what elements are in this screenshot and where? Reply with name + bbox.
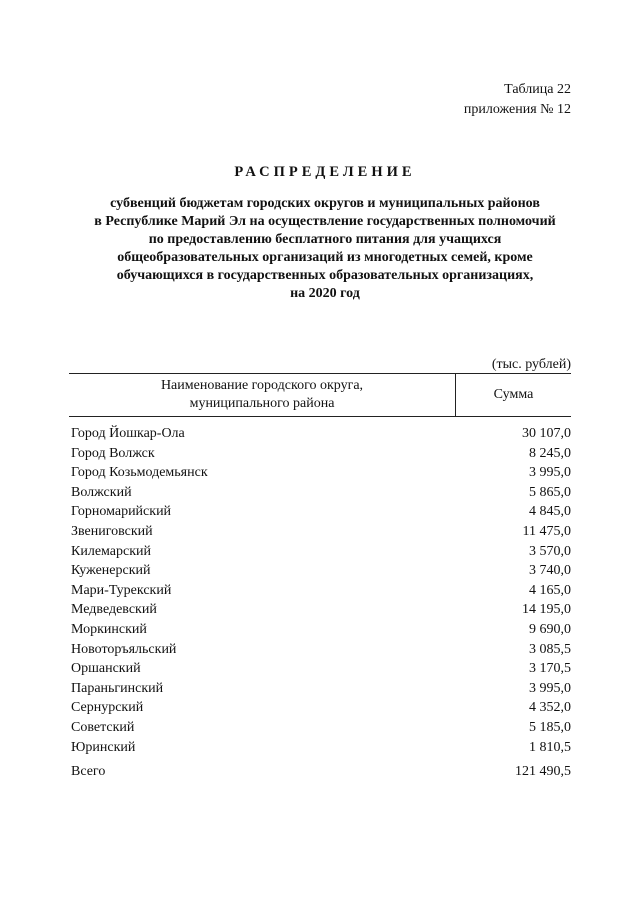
units-label: (тыс. рублей) xyxy=(491,357,571,372)
district-name: Город Козьмодемьянск xyxy=(71,465,208,481)
subtitle-line: общеобразовательных организаций из многодетных семей, кроме xyxy=(117,250,533,265)
subtitle-line: на 2020 год xyxy=(290,286,360,301)
subtitle-line: по предоставлению бесплатного питания для учащихся xyxy=(148,232,502,247)
district-name: Килемарский xyxy=(71,543,152,559)
table-row xyxy=(71,581,571,601)
subtitle-line: субвенций бюджетам городских округов и муниципальных районов xyxy=(110,196,540,211)
district-name: Юринский xyxy=(71,739,136,755)
district-sum: 9 690,0 xyxy=(529,621,571,637)
total-label: Всего xyxy=(71,764,106,779)
district-sum: 5 185,0 xyxy=(529,719,571,735)
district-name: Мари-Турекский xyxy=(71,582,172,598)
district-sum: 11 475,0 xyxy=(522,523,571,539)
district-sum: 3 995,0 xyxy=(529,465,571,481)
table-row xyxy=(71,561,571,581)
district-name: Медведевский xyxy=(71,602,157,618)
subtitle-line: обучающихся в государственных образовательных организациях, xyxy=(116,268,534,283)
header-name-line: муниципального района xyxy=(189,396,335,411)
table-reference xyxy=(464,80,571,120)
district-sum: 5 865,0 xyxy=(529,484,571,500)
header-name-line: Наименование городского округа, xyxy=(160,378,364,393)
header-sum-column: Сумма xyxy=(493,387,534,402)
district-name: Куженерский xyxy=(71,563,151,579)
table-row xyxy=(71,483,571,503)
district-sum: 3 995,0 xyxy=(529,680,571,696)
subtitle-line: в Республике Марий Эл на осуществление государственных полномочий xyxy=(94,214,556,229)
table-row xyxy=(71,620,571,640)
district-name: Горномарийский xyxy=(71,504,172,520)
district-sum: 4 845,0 xyxy=(529,504,571,520)
table-number: Таблица 22 xyxy=(504,82,571,97)
table-row xyxy=(71,698,571,718)
district-sum: 4 352,0 xyxy=(529,700,571,716)
district-sum: 3 085,5 xyxy=(529,641,571,657)
district-sum: 3 740,0 xyxy=(529,563,571,579)
appendix-number: приложения № 12 xyxy=(463,102,571,117)
table-body xyxy=(71,424,571,757)
table-row xyxy=(71,463,571,483)
document-title: РАСПРЕДЕЛЕНИЕ xyxy=(234,164,416,180)
table-row xyxy=(71,718,571,738)
district-sum: 3 570,0 xyxy=(529,543,571,559)
district-name: Город Йошкар-Ола xyxy=(71,426,185,441)
district-sum: 30 107,0 xyxy=(522,426,571,441)
district-name: Звениговский xyxy=(71,523,153,539)
district-sum: 14 195,0 xyxy=(522,602,571,618)
document-heading xyxy=(40,164,610,303)
district-sum: 4 165,0 xyxy=(529,582,571,598)
table-row xyxy=(71,640,571,660)
table-row xyxy=(71,679,571,699)
table-header xyxy=(69,373,571,417)
district-sum: 8 245,0 xyxy=(529,445,571,461)
district-name: Оршанский xyxy=(71,661,141,677)
total-sum: 121 490,5 xyxy=(515,764,571,779)
table-row xyxy=(71,522,571,542)
document-subtitle xyxy=(40,195,610,303)
table-row xyxy=(71,659,571,679)
district-name: Советский xyxy=(71,719,135,735)
district-name: Параньгинский xyxy=(71,680,164,696)
table-row xyxy=(71,444,571,464)
district-name: Город Волжск xyxy=(71,445,155,461)
district-name: Моркинский xyxy=(71,621,147,637)
header-name-column xyxy=(69,374,456,416)
table-row xyxy=(71,542,571,562)
table-row xyxy=(71,502,571,522)
district-name: Сернурский xyxy=(71,700,144,716)
district-name: Новоторъяльский xyxy=(71,641,177,657)
table-row xyxy=(71,424,571,444)
district-sum: 1 810,5 xyxy=(529,739,571,755)
total-row xyxy=(71,764,571,780)
district-name: Волжский xyxy=(71,484,132,500)
table-row xyxy=(71,738,571,758)
district-sum: 3 170,5 xyxy=(529,661,571,677)
table-row xyxy=(71,600,571,620)
